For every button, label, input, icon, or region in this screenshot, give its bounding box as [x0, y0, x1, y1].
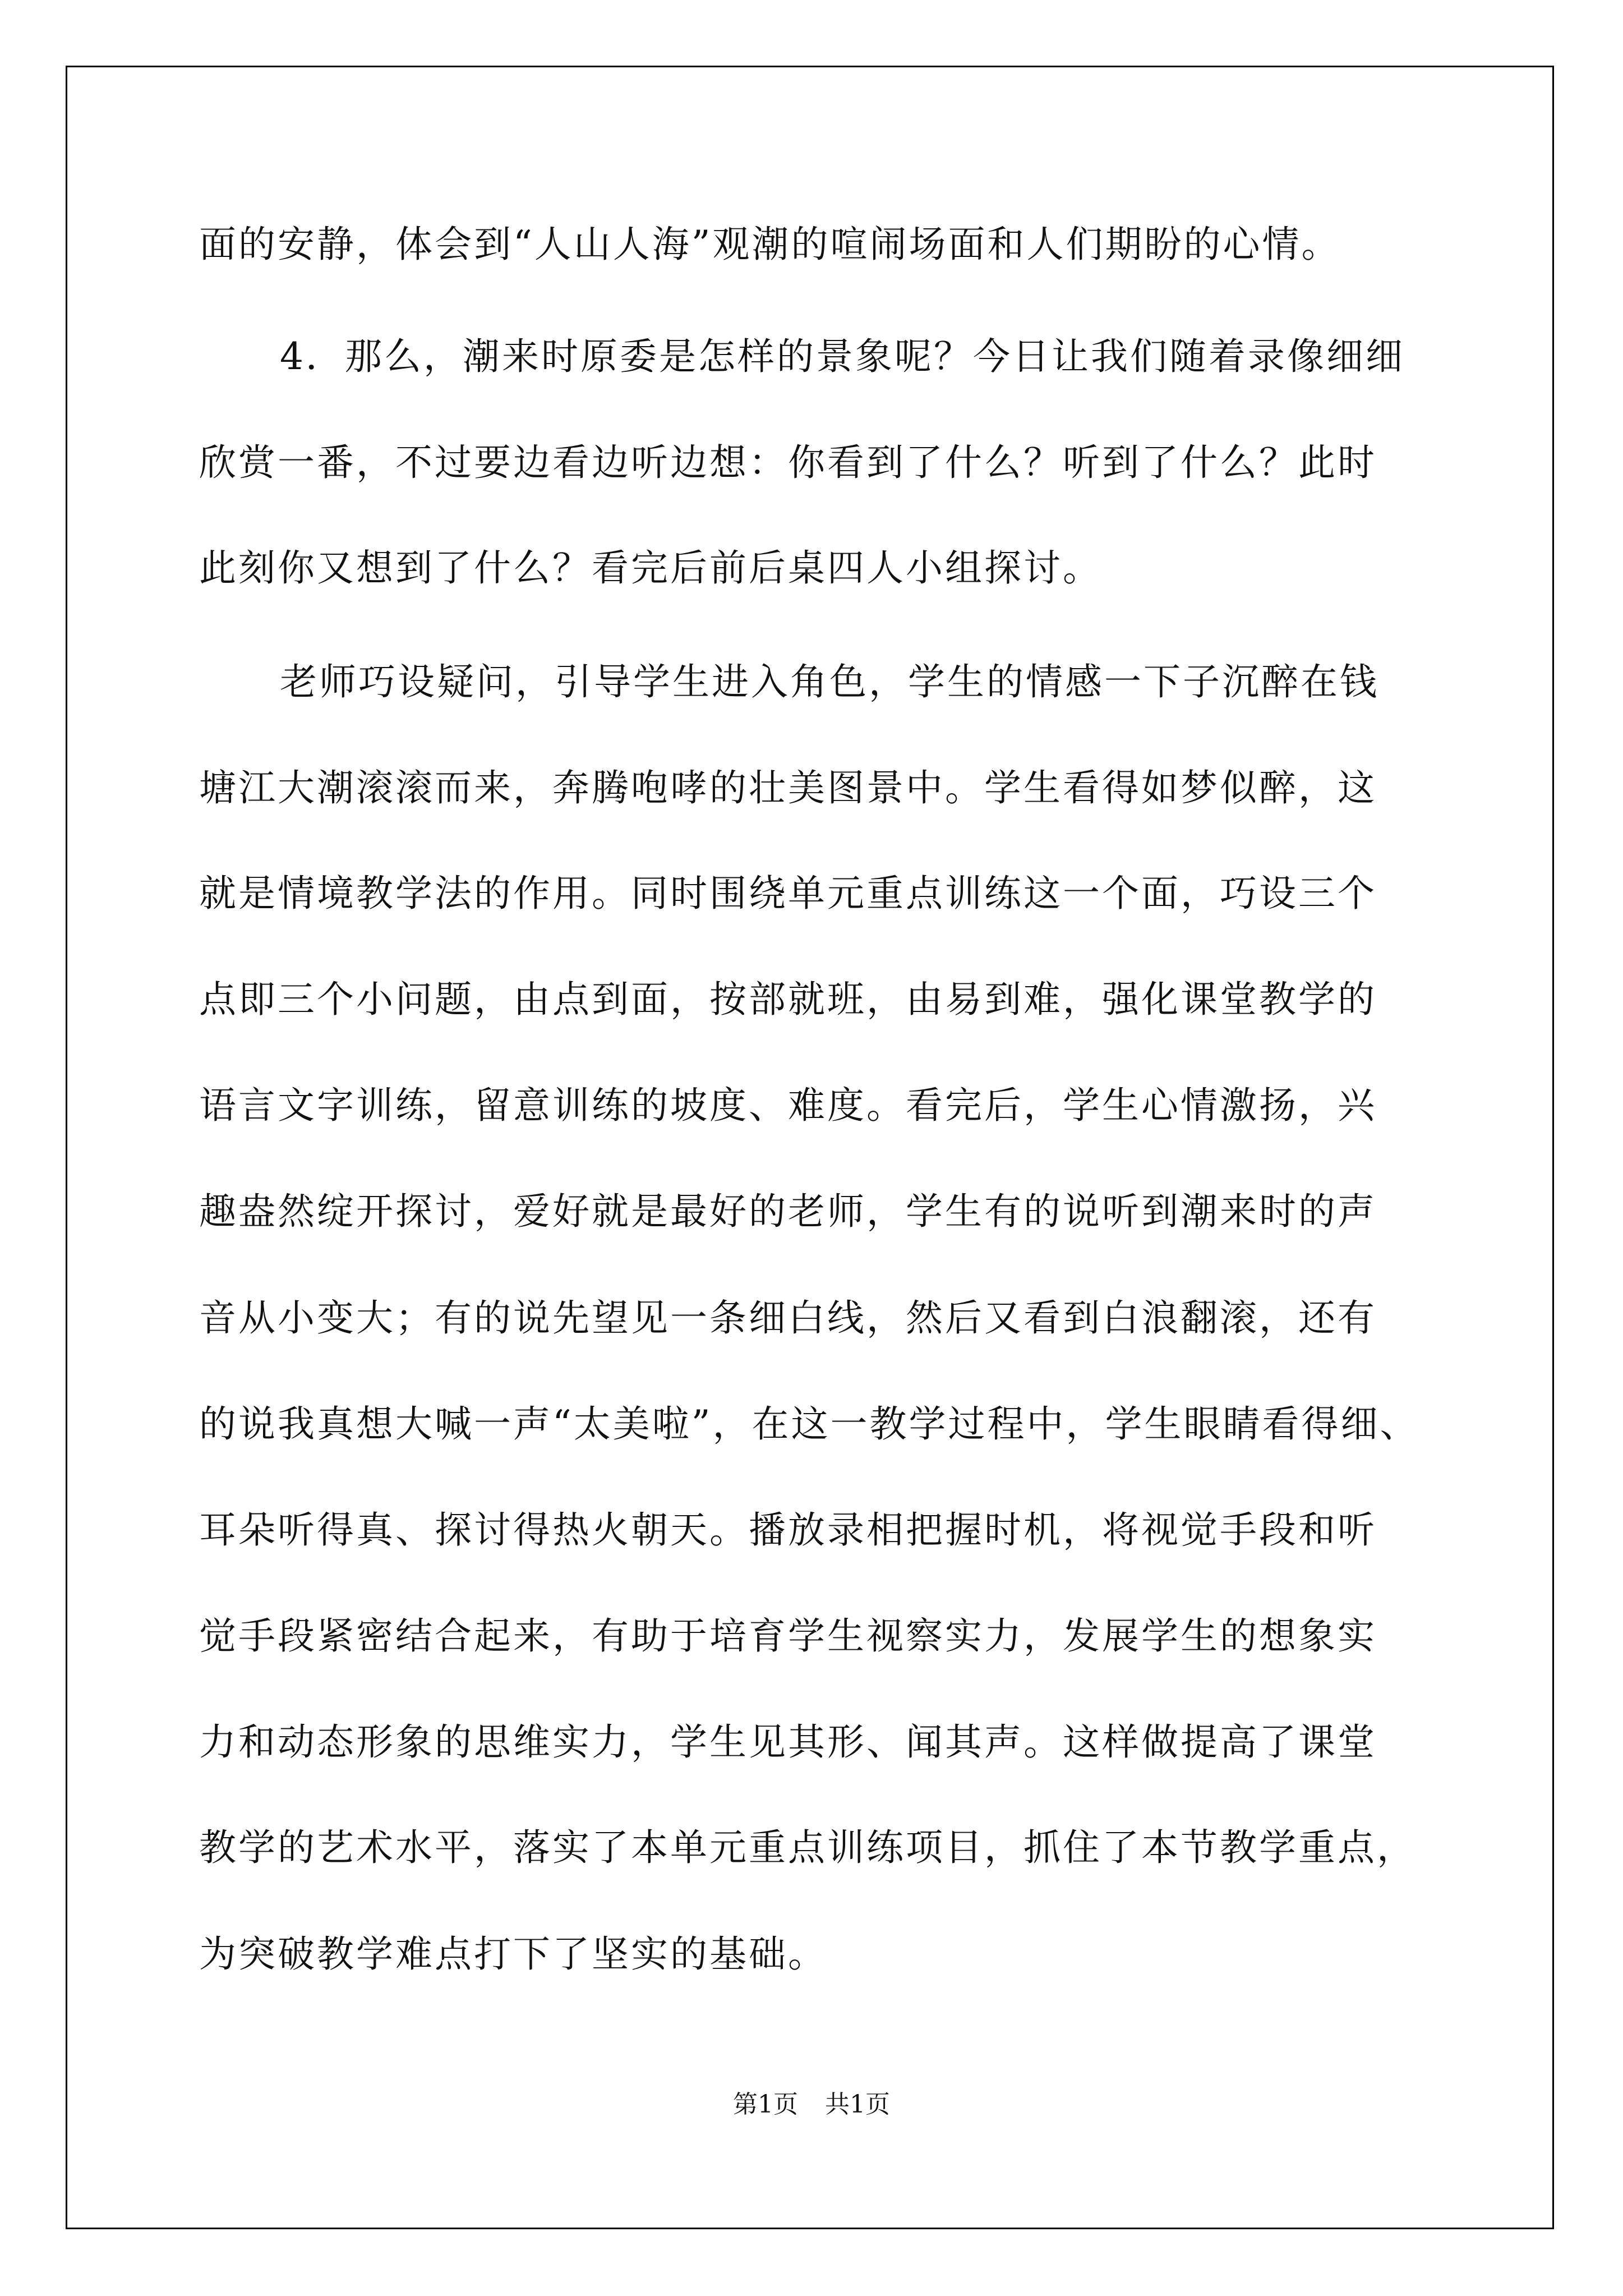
text-line: 此刻你又想到了什么？看完后前后桌四人小组探讨。 [199, 546, 1102, 590]
text-line: 觉手段紧密结合起来，有助于培育学生视察实力，发展学生的想象实 [199, 1614, 1377, 1658]
text-line: 语言文字训练，留意训练的坡度、难度。看完后，学生心情激扬，兴 [199, 1084, 1377, 1127]
text-line: 力和动态形象的思维实力，学生见其形、闻其声。这样做提高了课堂 [199, 1720, 1377, 1764]
text-line: 面的安静，体会到“人山人海”观潮的喧闹场面和人们期盼的心情。 [199, 223, 1341, 266]
page-frame [66, 66, 1554, 2229]
text-line: 点即三个小问题，由点到面，按部就班，由易到难，强化课堂教学的 [199, 978, 1377, 1021]
page-total: 共1页 [825, 2090, 890, 2119]
text-line: 欣赏一番，不过要边看边听边想：你看到了什么？听到了什么？此时 [199, 441, 1377, 484]
text-line: 为突破教学难点打下了坚实的基础。 [199, 1932, 827, 1976]
text-line: 趣盎然绽开探讨，爱好就是最好的老师，学生有的说听到潮来时的声 [199, 1190, 1377, 1233]
page-number: 第1页 [733, 2090, 798, 2119]
text-line: 的说我真想大喊一声“太美啦”，在这一教学过程中，学生眼睛看得细、 [199, 1402, 1419, 1446]
text-line: 4．那么，潮来时原委是怎样的景象呢？今日让我们随着录像细细 [280, 335, 1405, 378]
page-footer [0, 2088, 1623, 2122]
text-line: 耳朵听得真、探讨得热火朝天。播放录相把握时机，将视觉手段和听 [199, 1508, 1377, 1552]
text-line: 塘江大潮滚滚而来，奔腾咆哮的壮美图景中。学生看得如梦似醉，这 [199, 766, 1377, 809]
text-line: 就是情境教学法的作用。同时围绕单元重点训练这一个面，巧设三个 [199, 872, 1377, 915]
text-line: 音从小变大；有的说先望见一条细白线，然后又看到白浪翻滚，还有 [199, 1296, 1377, 1340]
text-line: 老师巧设疑问，引导学生进入角色，学生的情感一下子沉醉在钱 [280, 660, 1379, 703]
text-line: 教学的艺术水平，落实了本单元重点训练项目，抓住了本节教学重点， [199, 1826, 1416, 1869]
